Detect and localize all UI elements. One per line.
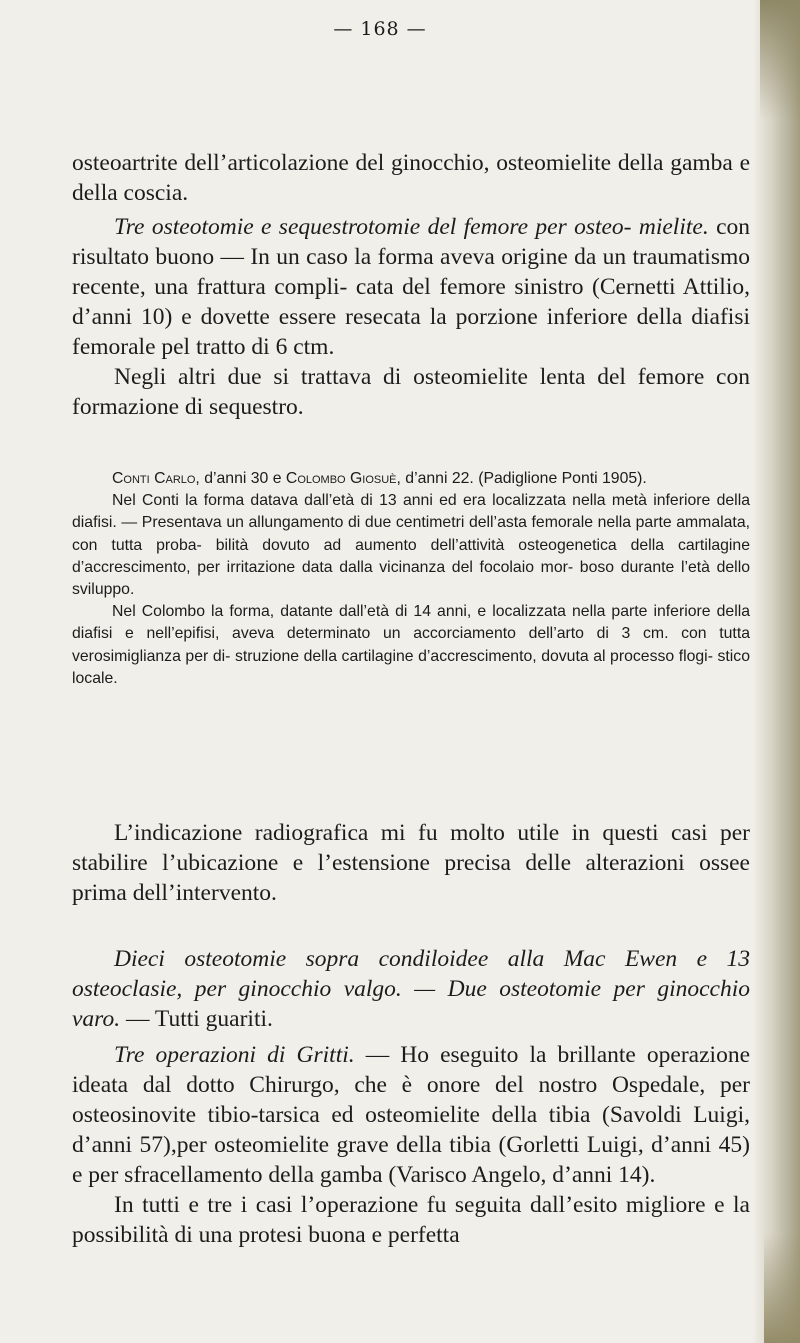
paragraph-dieci-osteotomie-body: — Tutti guariti. (120, 1006, 273, 1032)
paragraph-indicazione-radiografica: L’indicazione radiografica mi fu molto utile in questi casi per stabilire l’ubicazione e l’estensione precisa delle alterazioni ossee prima dell’intervento. (72, 820, 750, 906)
main-text-block-4 (72, 944, 750, 1034)
paragraph-tre-osteotomie (72, 212, 750, 362)
case-conti-description: Nel Conti la forma datava dall’età di 13 anni ed era localizzata nella metà inferiore della diafisi. — Presentava un allungamento di due centimetri dell’asta femorale nella parte ammalata, con tutta proba- bilità dovuto ad aumento dell’attività osteogenetica della cartilagine d’accrescimento, per irritazione data dalla vicinanza del focolaio mor- boso durante l’età dello sviluppo. (72, 492, 750, 599)
heading-tre-osteotomie: Tre osteotomie e sequestrotomie del femore per osteo- mielite. (114, 214, 709, 240)
paragraph-negli-altri: Negli altri due si trattava di osteomielite lenta del femore con formazione di sequestro. (72, 364, 750, 420)
scanned-page-edge (752, 0, 800, 1343)
paragraph-in-tutti: In tutti e tre i casi l’operazione fu seguita dall’esito migliore e la possibilità di una protesi buona e perfetta (72, 1192, 750, 1248)
patient-name-conti: Conti Carlo, (112, 470, 200, 487)
heading-dieci-osteotomie: Dieci osteotomie sopra condiloidee alla Mac Ewen e 13 osteoclasie, per ginocchio valgo. — Due osteotomie per ginocchio varo. (72, 946, 750, 1032)
main-text-block-2 (72, 212, 750, 422)
patient-name-colombo: Colombo Giosuè, (285, 470, 401, 487)
small-text-block (72, 468, 750, 690)
paragraph-dieci-osteotomie (72, 944, 750, 1034)
heading-gritti: Tre operazioni di Gritti. (114, 1042, 355, 1068)
paragraph-osteoartrite: osteoartrite dell’articolazione del ginocchio, osteomielite della gamba e della coscia. (72, 150, 750, 206)
paragraph-gritti-body: — Ho eseguito la brillante operazione ideata dal dotto Chirurgo, che è onore del nostro Ospedale, per osteosinovite tibio-tarsica ed osteomielite della tibia (Savoldi Luigi, d’anni 57),per osteomielite grave della tibia (Gorletti Luigi, d’anni 45) e per sfracellamento della gamba (Varisco Angelo, d’anni 14). (72, 1042, 750, 1188)
page-stain-top (760, 0, 800, 120)
main-text-block-1 (72, 148, 750, 208)
main-text-block-3 (72, 818, 750, 908)
paragraph-tre-osteotomie-body: con risultato buono — In un caso la forma aveva origine da un traumatismo recente, una frattura compli- cata del femore sinistro (Cernetti Attilio, d’anni 10) e dovette essere resecata la porzione inferiore della diafisi femorale pel tratto di 6 ctm. (72, 214, 750, 360)
page-stain-bottom (764, 1233, 800, 1343)
case-colombo-description: Nel Colombo la forma, datante dall’età di 14 anni, e localizzata nella parte inferiore della diafisi e nell’epifisi, aveva determinato un accorciamento dell’arto di 3 cm. con tutta verosimiglianza per di- struzione della cartilagine d’accrescimento, dovuta al processo flogi- stico locale. (72, 603, 750, 687)
paragraph-gritti (72, 1040, 750, 1190)
case-header-mid: d’anni 30 e (199, 470, 286, 487)
page-number: — 168 — (333, 18, 427, 40)
main-text-block-5 (72, 1040, 750, 1250)
case-header (72, 468, 750, 490)
case-header-rest: d’anni 22. (Padiglione Ponti 1905). (400, 470, 647, 487)
